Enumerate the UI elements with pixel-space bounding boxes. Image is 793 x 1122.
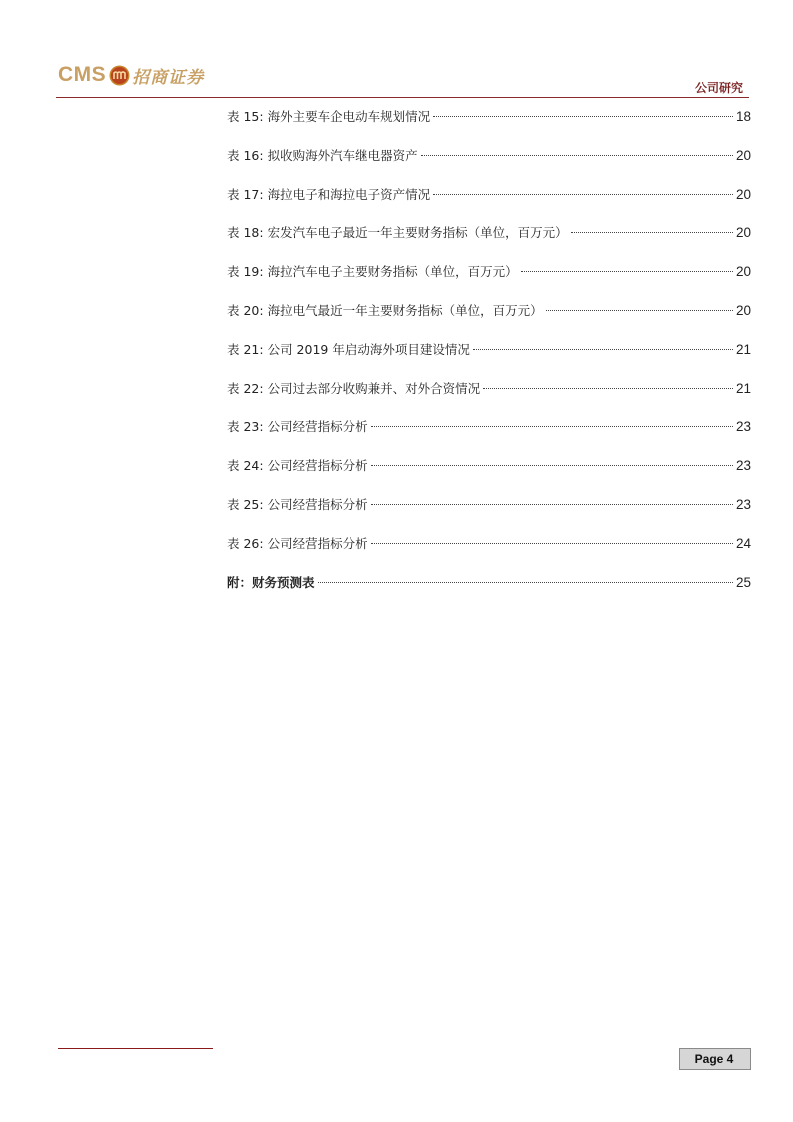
toc-entry-title: 表 20: 海拉电气最近一年主要财务指标（单位，百万元）: [227, 302, 543, 318]
toc-entry-page: 25: [735, 574, 751, 590]
toc-entry[interactable]: [227, 453, 751, 492]
toc-entry-title: 表 17: 海拉电子和海拉电子资产情况: [227, 186, 431, 202]
toc-leader-dots: [371, 543, 733, 544]
toc-leader-dots: [371, 465, 733, 466]
toc-leader-dots: [421, 155, 733, 156]
toc-leader-dots: [318, 582, 733, 583]
toc-entry[interactable]: [227, 220, 751, 259]
toc-entry-page: 23: [735, 419, 751, 435]
toc-leader-dots: [371, 426, 733, 427]
company-logo: [58, 62, 204, 88]
toc-entry[interactable]: [227, 414, 751, 453]
toc-entry[interactable]: [227, 259, 751, 298]
toc-leader-dots: [473, 349, 733, 350]
page-number-box: [679, 1048, 751, 1070]
toc-entry-page: 23: [735, 458, 751, 474]
header-divider: [56, 97, 749, 98]
toc-entry-title: 表 26: 公司经营指标分析: [227, 535, 368, 551]
toc-leader-dots: [483, 388, 733, 389]
toc-entry-title: 表 22: 公司过去部分收购兼并、对外合资情况: [227, 380, 481, 396]
footer-divider: [58, 1048, 213, 1049]
toc-entry-title: 附：财务预测表: [227, 574, 315, 590]
logo-chinese-text: 招商证券: [132, 67, 205, 88]
brand-mark-icon: [109, 65, 130, 86]
toc-entry-page: 24: [735, 535, 751, 551]
toc-entry-title: 表 18: 宏发汽车电子最近一年主要财务指标（单位，百万元）: [227, 225, 568, 241]
toc-leader-dots: [546, 310, 733, 311]
toc-entry-page: 20: [735, 264, 751, 280]
page-number: Page 4: [694, 1052, 734, 1066]
toc-entry-page: 20: [735, 225, 751, 241]
toc-entry[interactable]: [227, 143, 751, 182]
toc-entry-title: 表 21: 公司 2019 年启动海外项目建设情况: [227, 341, 470, 357]
toc-entry[interactable]: [227, 570, 751, 609]
toc-entry-title: 表 16: 拟收购海外汽车继电器资产: [227, 147, 418, 163]
toc-entry-page: 18: [735, 109, 751, 124]
toc-entry[interactable]: [227, 376, 751, 415]
toc-entry-title: 表 19: 海拉汽车电子主要财务指标（单位，百万元）: [227, 264, 518, 280]
toc-entry[interactable]: [227, 492, 751, 531]
toc-entry-page: 23: [735, 496, 751, 512]
section-label: 公司研究: [694, 81, 743, 95]
table-of-contents: [227, 104, 751, 608]
toc-leader-dots: [521, 271, 733, 272]
toc-entry-title: 表 23: 公司经营指标分析: [227, 419, 368, 435]
toc-entry[interactable]: [227, 298, 751, 337]
toc-entry[interactable]: [227, 182, 751, 221]
toc-entry[interactable]: [227, 531, 751, 570]
toc-entry[interactable]: [227, 104, 751, 143]
toc-leader-dots: [433, 116, 733, 117]
toc-entry-page: 21: [735, 380, 751, 396]
toc-entry-page: 21: [735, 341, 751, 357]
toc-entry[interactable]: [227, 337, 751, 376]
toc-entry-title: 表 24: 公司经营指标分析: [227, 458, 368, 474]
toc-leader-dots: [371, 504, 733, 505]
logo-text: CMS: [58, 63, 107, 86]
toc-leader-dots: [433, 194, 733, 195]
toc-entry-page: 20: [735, 147, 751, 163]
toc-entry-page: 20: [735, 302, 751, 318]
toc-entry-title: 表 15: 海外主要车企电动车规划情况: [227, 109, 431, 124]
toc-entry-page: 20: [735, 186, 751, 202]
toc-entry-title: 表 25: 公司经营指标分析: [227, 496, 368, 512]
toc-leader-dots: [571, 232, 733, 233]
